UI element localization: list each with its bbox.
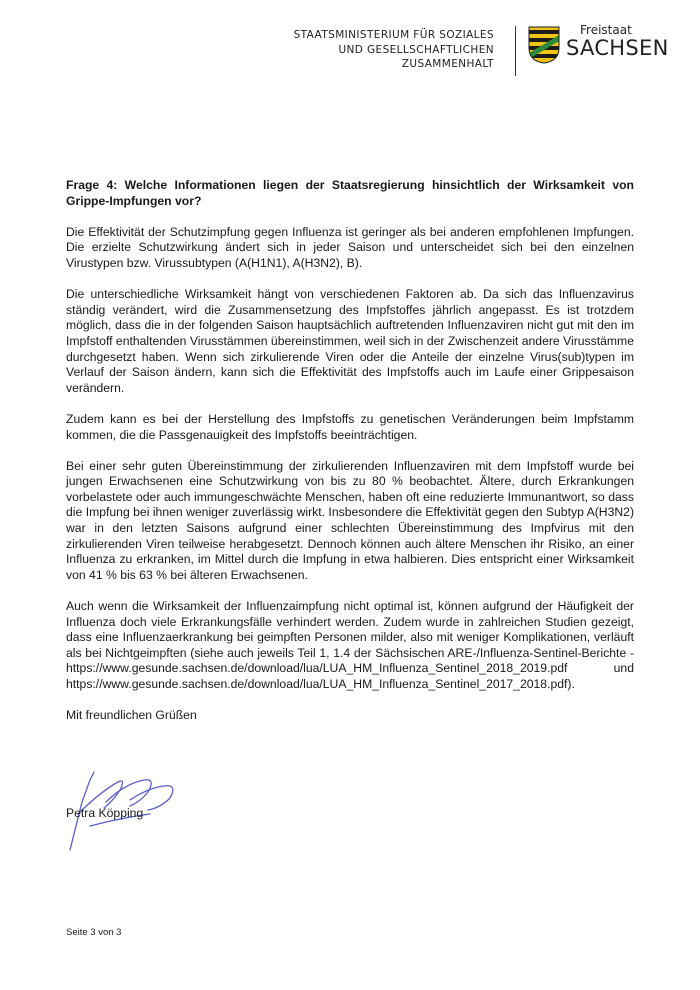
paragraph: Zudem kann es bei der Herstellung des Impfstoffs zu genetischen Veränderungen beim Impfstamm kommen, die die Passgenauigkeit des Impfstoffs beeinträchtigen.	[66, 411, 634, 442]
state-name	[566, 24, 669, 59]
letterhead	[293, 22, 670, 82]
closing-salutation: Mit freundlichen Grüßen	[66, 708, 197, 723]
saxony-coat-of-arms-icon	[528, 26, 560, 64]
paragraph: Die unterschiedliche Wirksamkeit hängt von verschiedenen Faktoren ab. Da sich das Influenzavirus ständig verändert, wird die Zusammensetzung des Impfstoffes jährlich angepasst. Es ist trotzdem möglich, dass die in der folgenden Saison hauptsächlich auftretenden Influenzaviren nicht gut mit den im Impfstoff enthaltenden Virusstämmen übereinstimmen, weil sich in der Zwischenzeit andere Virusstämme durchgesetzt haben. Wenn sich zirkulierende Viren oder die Anteile der einzelne Virus(sub)typen im Verlauf der Saison ändern, kann sich die Effektivität des Impfstoffs auch im Laufe einer Grippesaison verändern.	[66, 287, 634, 395]
ministry-name	[294, 28, 494, 72]
ministry-line: STAATSMINISTERIUM FÜR SOZIALES	[293, 29, 494, 41]
header-divider	[515, 26, 516, 76]
question-heading: Frage 4: Welche Informationen liegen der Staatsregierung hinsichtlich der Wirksamkeit von Grippe-Impfungen vor?	[66, 178, 634, 208]
state-name-line2: SACHSEN	[566, 36, 669, 60]
state-name-line1: Freistaat	[580, 23, 632, 37]
paragraph: Bei einer sehr guten Übereinstimmung der zirkulierenden Influenzaviren mit dem Impfstoff wurde bei jungen Erwachsenen eine Schutzwirkung von bis zu 80 % beobachtet. Ältere, durch Erkrankungen vorbelastete oder auch immungeschwächte Menschen, haben oft eine reduzierte Immunantwort, so dass die Impfung bei ihnen weniger zuverlässig wirkt. Insbesondere die Effektivität gegen den Subtyp A(H3N2) war in den letzten Saisons aufgrund einer schlechten Übereinstimmung des Impfvirus mit den zirkulierenden Viren teilweise herabgesetzt. Dennoch können auch ältere Menschen ihr Risiko, an einer Influenza zu erkranken, im Mittel durch die Impfung in etwa halbieren. Dies entspricht einer Wirksamkeit von 41 % bis 63 % bei älteren Erwachsenen.	[66, 458, 634, 582]
ministry-line: UND GESELLSCHAFTLICHEN	[338, 43, 494, 56]
ministry-line: ZUSAMMENHALT	[401, 58, 494, 70]
letter-body	[66, 178, 634, 739]
paragraph: Die Effektivität der Schutzimpfung gegen Influenza ist geringer als bei anderen empfohlenen Impfungen. Die erzielte Schutzwirkung ändert sich in jeder Saison und unterscheidet sich bei den einzelnen Virustypen bzw. Virussubtypen (A(H1N1), A(H3N2), B).	[66, 224, 634, 270]
page-number: Seite 3 von 3	[66, 927, 122, 938]
signer-name: Petra Köpping	[66, 806, 144, 820]
paragraph: Auch wenn die Wirksamkeit der Influenzaimpfung nicht optimal ist, können aufgrund der Häufigkeit der Influenza doch viele Erkrankungsfälle verhindert werden. Zudem wurde in zahlreichen Studien gezeigt, dass eine Influenzaerkrankung bei geimpften Personen milder, also mit weniger Komplikationen, verläuft als bei Nichtgeimpften (siehe auch jeweils Teil 1, 1.4 der Sächsischen ARE-/Influenza-Sentinel-Berichte - https://www.gesunde.sachsen.de/download/lua/LUA_HM_Influenza_Sentinel_2018_2019.pdf und https://www.gesunde.sachsen.de/download/lua/LUA_HM_Influenza_Sentinel_2017_2018.pdf).	[66, 599, 634, 691]
